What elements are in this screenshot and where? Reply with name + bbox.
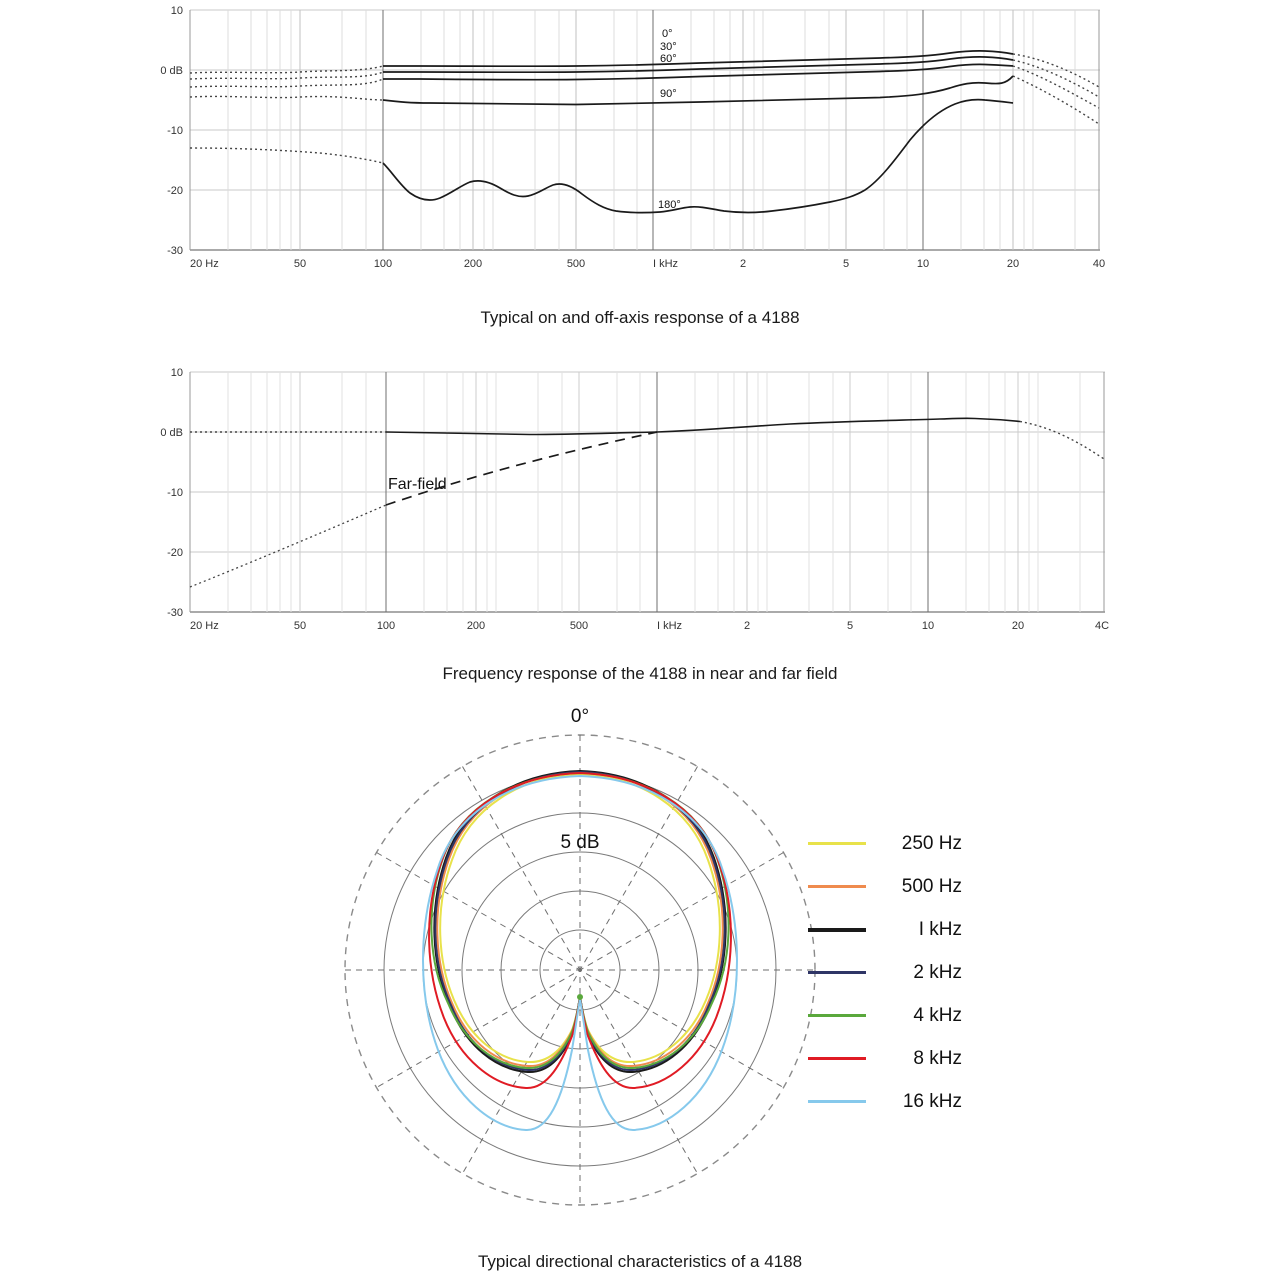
- x-tick-1khz: I kHz: [653, 258, 679, 270]
- legend-label-250hz: 250 Hz: [901, 832, 962, 854]
- legend-label-2khz: 2 kHz: [913, 961, 962, 983]
- curve-label-90deg: 90°: [660, 88, 677, 100]
- polar-ring-label: 5 dB: [560, 832, 600, 853]
- x2-tick-500: 500: [569, 620, 589, 632]
- x-tick-10: 10: [916, 258, 930, 270]
- y2-tick-minus20: -20: [167, 547, 183, 559]
- curve-label-0deg: 0°: [662, 28, 673, 40]
- polar-svg: [0, 700, 1280, 1230]
- x2-tick-2: 2: [743, 620, 751, 632]
- legend-item: [808, 951, 978, 994]
- x2-tick-1khz: I kHz: [657, 620, 683, 632]
- x2-tick-50: 50: [293, 620, 307, 632]
- grid-lines: [190, 10, 1100, 250]
- legend-swatch-1khz: [808, 928, 866, 932]
- x-tick-2: 2: [739, 258, 747, 270]
- figure-near-far-field: [0, 362, 1280, 684]
- x-tick-20: 20: [1006, 258, 1020, 270]
- response-curves: [383, 51, 1013, 213]
- legend-swatch-16khz: [808, 1100, 866, 1103]
- figure-on-off-axis-response: [0, 0, 1280, 328]
- polar-grid: [345, 735, 815, 1205]
- polar-legend: [808, 822, 978, 1123]
- curve-180deg: [383, 100, 1013, 213]
- caption-figure-1: Typical on and off-axis response of a 4188: [480, 308, 800, 327]
- legend-label-1khz: I kHz: [918, 918, 962, 940]
- x-tick-50: 50: [293, 258, 307, 270]
- y-tick-minus20: -20: [167, 185, 183, 197]
- x2-tick-40: 4C: [1094, 620, 1110, 632]
- polar-top-label: 0°: [570, 706, 590, 727]
- curve-nearfield-hf-dotted: [1020, 422, 1104, 460]
- x2-tick-20hz: 20 Hz: [190, 620, 219, 632]
- x2-tick-200: 200: [466, 620, 486, 632]
- x2-tick-10: 10: [921, 620, 935, 632]
- legend-label-8khz: 8 kHz: [913, 1047, 962, 1069]
- x-tick-20hz: 20 Hz: [190, 258, 219, 270]
- legend-swatch-250hz: [808, 842, 866, 845]
- legend-label-500hz: 500 Hz: [901, 875, 962, 897]
- legend-item: [808, 908, 978, 951]
- legend-label-16khz: 16 kHz: [902, 1090, 962, 1112]
- legend-swatch-4khz: [808, 1014, 866, 1017]
- curve-farfield-dotted: [190, 505, 386, 587]
- near-far-field-svg: [0, 362, 1280, 652]
- y2-tick-minus30: -30: [167, 607, 183, 619]
- polar-center-marker: [577, 994, 583, 1000]
- plot-near-far-field: [0, 362, 1280, 652]
- figure-directional-characteristics: [0, 700, 1280, 1272]
- x-tick-40: 40: [1092, 258, 1106, 270]
- legend-label-4khz: 4 kHz: [913, 1004, 962, 1026]
- y-tick-minus10: -10: [167, 125, 183, 137]
- y2-tick-10: 10: [170, 367, 183, 379]
- legend-item: [808, 865, 978, 908]
- plot-on-off-axis: [0, 0, 1280, 290]
- grid-lines-2: [190, 372, 1105, 612]
- legend-item: [808, 1037, 978, 1080]
- curve-label-60deg: 60°: [660, 53, 677, 65]
- annotation-far-field: Far-field: [388, 476, 447, 493]
- curve-farfield-dashed: [386, 432, 657, 505]
- plot-polar: [0, 700, 1280, 1230]
- x-tick-100: 100: [373, 258, 393, 270]
- legend-item: [808, 1080, 978, 1123]
- curve-label-180deg: 180°: [658, 199, 681, 211]
- curve-0deg: [383, 51, 1013, 66]
- y2-tick-0db: 0 dB: [160, 427, 183, 439]
- y-tick-0db: 0 dB: [160, 65, 183, 77]
- x-tick-200: 200: [463, 258, 483, 270]
- legend-swatch-8khz: [808, 1057, 866, 1060]
- y-tick-minus30: -30: [167, 245, 183, 257]
- on-off-axis-svg: [0, 0, 1280, 290]
- legend-item: [808, 994, 978, 1037]
- legend-swatch-2khz: [808, 971, 866, 974]
- x2-tick-5: 5: [846, 620, 854, 632]
- legend-item: [808, 822, 978, 865]
- x2-tick-100: 100: [376, 620, 396, 632]
- x-tick-500: 500: [566, 258, 586, 270]
- legend-swatch-500hz: [808, 885, 866, 888]
- x2-tick-20: 20: [1011, 620, 1025, 632]
- y2-tick-minus10: -10: [167, 487, 183, 499]
- x-tick-5: 5: [842, 258, 850, 270]
- y-tick-10: 10: [170, 5, 183, 17]
- caption-figure-2: Frequency response of the 4188 in near and far field: [442, 664, 838, 683]
- curve-label-30deg: 30°: [660, 41, 677, 53]
- caption-figure-3: Typical directional characteristics of a 4188: [477, 1252, 803, 1271]
